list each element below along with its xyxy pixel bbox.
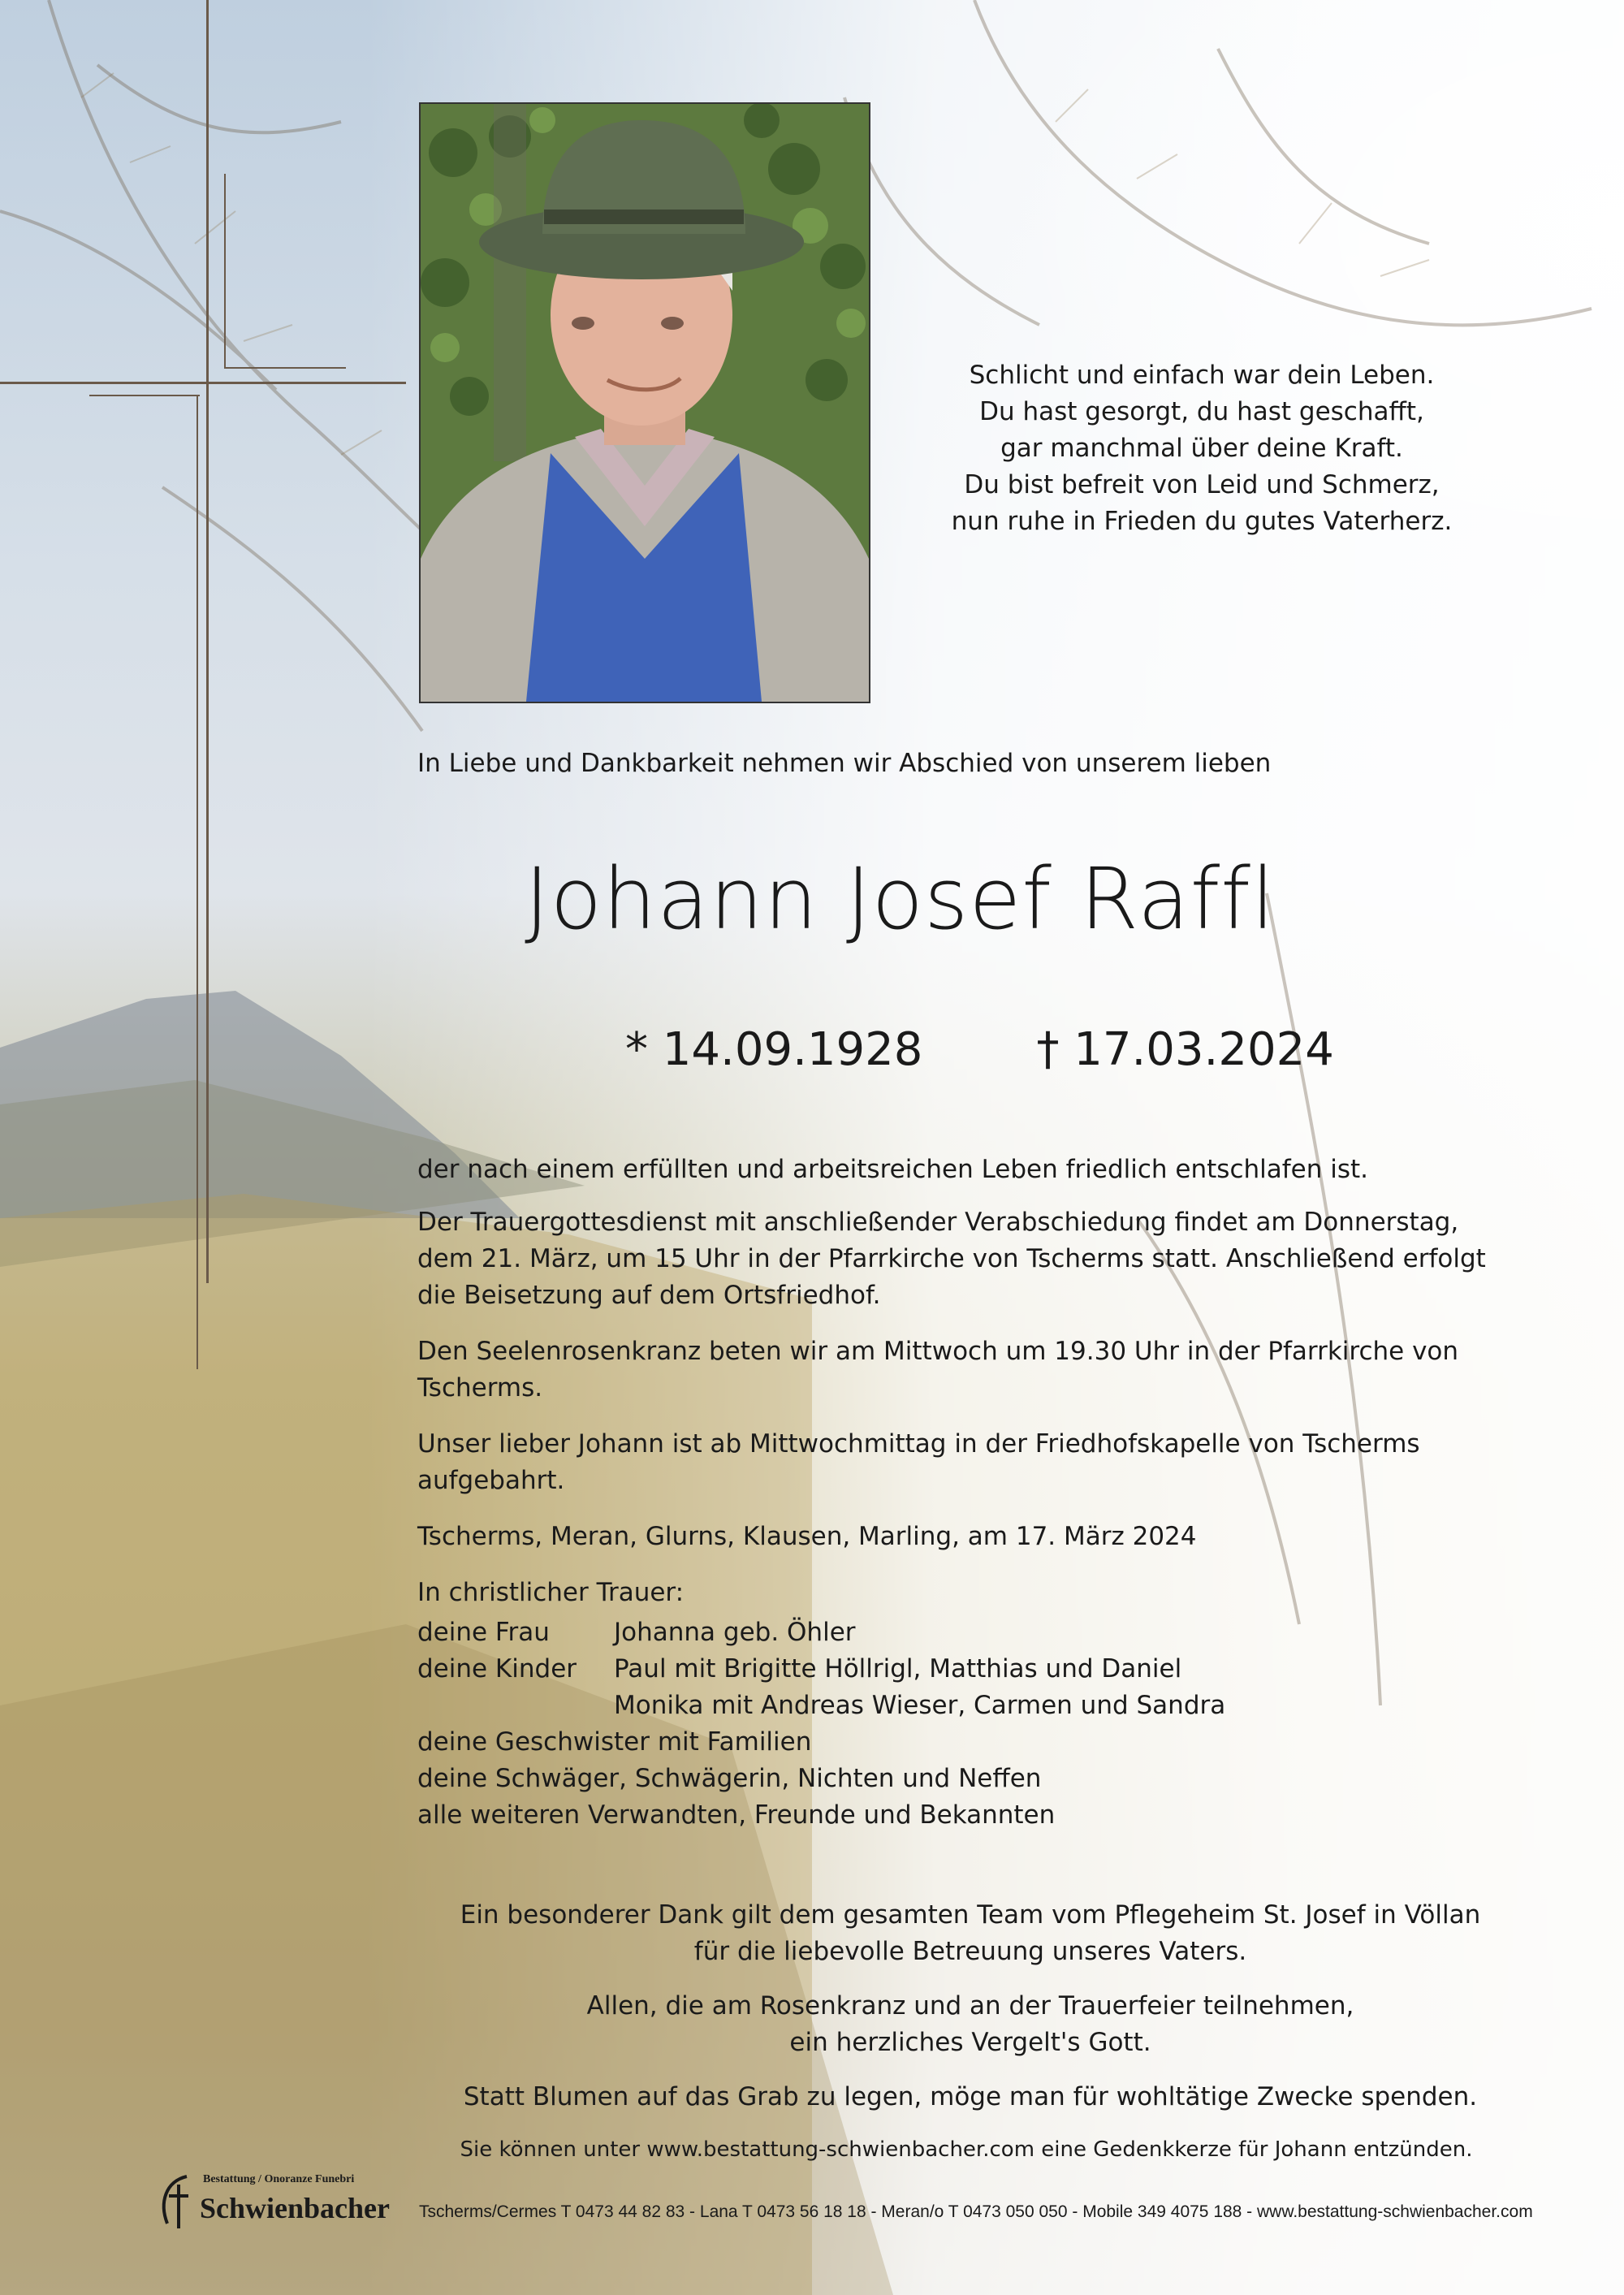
mourner-names: Paul mit Brigitte Höllrigl, Matthias und Daniel [614, 1654, 1182, 1683]
poem [918, 357, 1486, 540]
mourning-heading: In christlicher Trauer: [417, 1578, 685, 1607]
frame-line [224, 367, 346, 369]
mourners-list [417, 1614, 1514, 1834]
thanks-line: Statt Blumen auf das Grab zu legen, möge man für wohltätige Zwecke spenden. [463, 2082, 1478, 2111]
thanks-line: Ein besonderer Dank gilt dem gesamten Team vom Pflegeheim St. Josef in Völlan [460, 1900, 1481, 1930]
paragraph: Unser lieber Johann ist ab Mittwochmittag in der Friedhofskapelle von Tscherms aufgebahrt. [417, 1429, 1420, 1495]
cross-logo-icon [154, 2170, 203, 2235]
mourner-line: alle weiteren Verwandten, Freunde und Bekannten [417, 1800, 1056, 1830]
logo-subtitle: Bestattung / Onoranze Funebri [203, 2173, 355, 2185]
funeral-home-logo [154, 2170, 406, 2235]
life-dates [625, 1023, 1334, 1076]
poem-line: Du bist befreit von Leid und Schmerz, [964, 470, 1440, 499]
thanks-section [422, 1897, 1518, 2133]
death-date: † 17.03.2024 [1036, 1023, 1334, 1076]
poem-line: Du hast gesorgt, du hast geschafft, [979, 397, 1424, 426]
poem-line: Schlicht und einfach war dein Leben. [969, 361, 1435, 390]
mourner-relation: deine Kinder [417, 1654, 577, 1683]
frame-line [89, 395, 200, 396]
thanks-line: Allen, die am Rosenkranz und an der Trauerfeier teilnehmen, [586, 1991, 1354, 2021]
mourner-row [417, 1614, 1514, 1651]
paragraph: Der Trauergottesdienst mit anschließender Verabschiedung findet am Donnerstag, dem 21. März, um 15 Uhr in der Pfarrkirche von Tscherms statt. Anschließend erfolgt die Beisetzung auf dem Ortsfriedhof. [417, 1208, 1486, 1310]
cross-vertical-line [206, 0, 209, 1283]
thanks-line: für die liebevolle Betreuung unseres Vaters. [693, 1937, 1247, 1966]
memorial-candle-note: Sie können unter www.bestattung-schwienbacher.com eine Gedenkkerze für Johann entzünden. [460, 2137, 1473, 2162]
frame-line [224, 174, 226, 369]
mourner-row [417, 1688, 1514, 1724]
mourner-names: Johanna geb. Öhler [614, 1618, 856, 1647]
announcement-body [417, 1152, 1514, 1834]
mourner-relation [417, 1688, 614, 1724]
paragraph: der nach einem erfüllten und arbeitsreichen Leben friedlich entschlafen ist. [417, 1155, 1369, 1184]
thanks-paragraph [422, 2079, 1518, 2116]
frame-line [197, 395, 198, 1369]
poem-line: nun ruhe in Frieden du gutes Vaterherz. [951, 507, 1453, 536]
birth-date: * 14.09.1928 [625, 1023, 923, 1076]
footer-contact: Tscherms/Cermes T 0473 44 82 83 - Lana T 0473 56 18 18 - Meran/o T 0473 050 050 - Mobile 349 4075 188 - www.bestattung-schwienbacher.com [419, 2202, 1533, 2221]
mourner-relation: deine Frau [417, 1618, 550, 1647]
intro-text: In Liebe und Dankbarkeit nehmen wir Abschied von unserem lieben [417, 749, 1272, 778]
cross-horizontal-line [0, 382, 406, 384]
mourner-line: deine Geschwister mit Familien [417, 1727, 812, 1757]
mourner-names: Monika mit Andreas Wieser, Carmen und Sandra [614, 1691, 1226, 1720]
poem-line: gar manchmal über deine Kraft. [1000, 434, 1403, 463]
logo-brand: Schwienbacher [200, 2192, 390, 2224]
paragraph: Tscherms, Meran, Glurns, Klausen, Marling, am 17. März 2024 [417, 1522, 1197, 1551]
thanks-line: ein herzliches Vergelt's Gott. [789, 2028, 1151, 2057]
thanks-paragraph [422, 1897, 1518, 1970]
deceased-name: Johann Josef Raffl [525, 849, 1276, 949]
mourner-row [417, 1651, 1514, 1688]
mourner-line: deine Schwäger, Schwägerin, Nichten und Neffen [417, 1764, 1042, 1793]
paragraph: Den Seelenrosenkranz beten wir am Mittwoch um 19.30 Uhr in der Pfarrkirche von Tscherms. [417, 1337, 1459, 1402]
portrait-photo [419, 102, 870, 703]
thanks-paragraph [422, 1988, 1518, 2061]
